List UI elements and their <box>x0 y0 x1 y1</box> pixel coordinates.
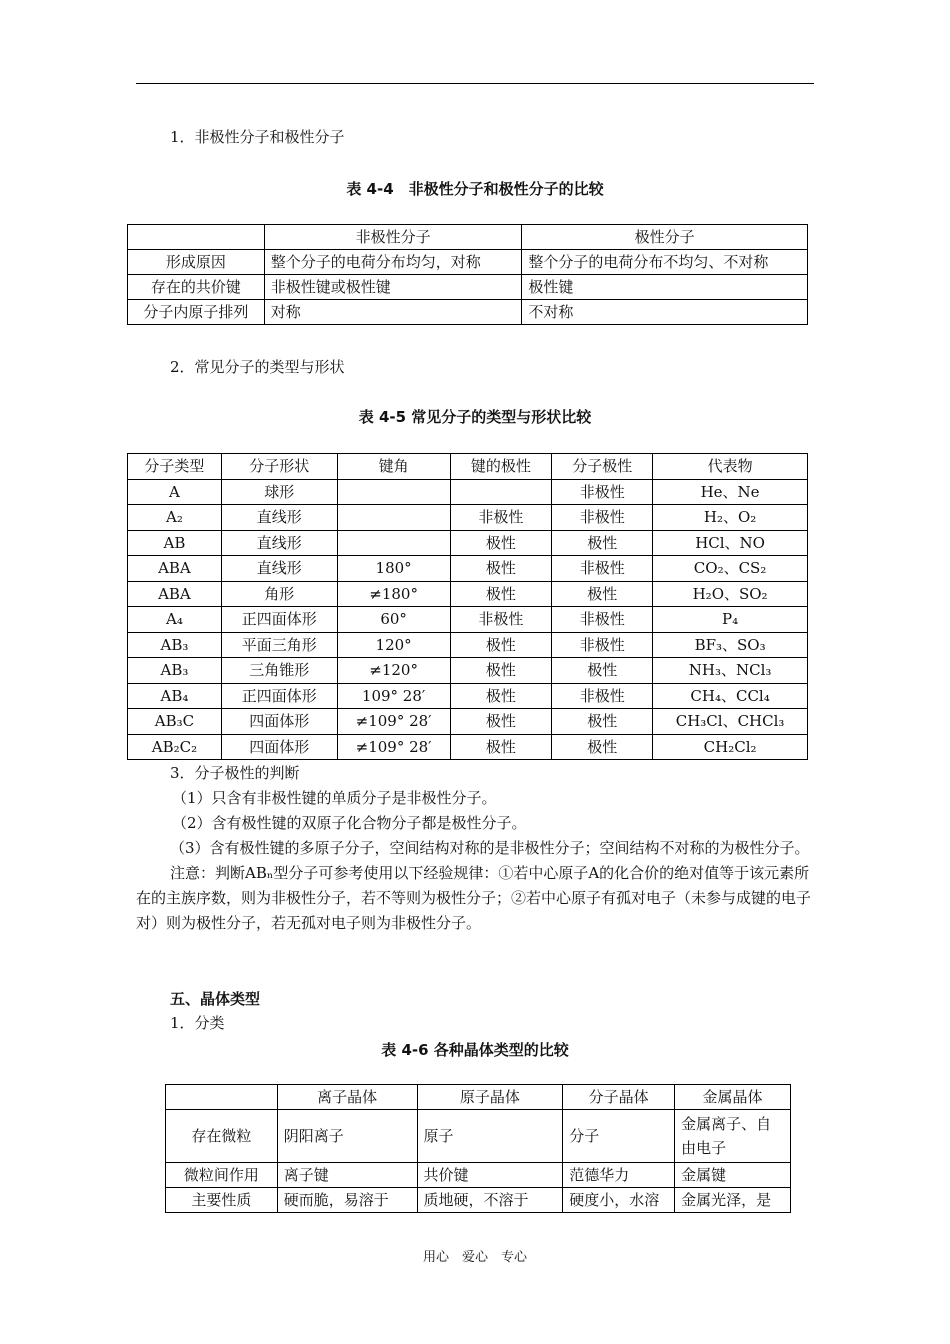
table-row: AB 直线形 极性 极性 HCl、NO <box>128 530 808 556</box>
rule-2: （2）含有极性键的双原子化合物分子都是极性分子。 <box>172 814 527 832</box>
table-row: AB₃C 四面体形 ≠109° 28′ 极性 极性 CH₃Cl、CHCl₃ <box>128 709 808 735</box>
table-row: A 球形 非极性 He、Ne <box>128 479 808 505</box>
section-3-text <box>136 761 816 936</box>
table-row: 分子内原子排列 对称 不对称 <box>128 300 808 325</box>
table-row: 存在微粒 阴阳离子 原子 分子 金属离子、自由电子 <box>166 1110 791 1163</box>
rule-3: （3）含有极性键的多原子分子，空间结构对称的是非极性分子；空间结构不对称的为极性分子。 <box>170 839 810 857</box>
section-heading-2: 2．常见分子的类型与形状 <box>170 358 345 376</box>
table-row: AB₃ 三角锥形 ≠120° 极性 极性 NH₃、NCl₃ <box>128 658 808 684</box>
table-row: 微粒间作用 离子键 共价键 范德华力 金属键 <box>166 1163 791 1188</box>
subsection-heading: 1．分类 <box>170 1014 225 1032</box>
table-header-row: 分子类型 分子形状 键角 键的极性 分子极性 代表物 <box>128 454 808 480</box>
table-row: ABA 直线形 180° 极性 非极性 CO₂、CS₂ <box>128 556 808 582</box>
table-row: 形成原因 整个分子的电荷分布均匀，对称 整个分子的电荷分布不均匀、不对称 <box>128 250 808 275</box>
section-heading-1: 1．非极性分子和极性分子 <box>170 128 345 146</box>
table-header-row: 非极性分子 极性分子 <box>128 225 808 250</box>
table-4-6-caption: 表 4-6 各种晶体类型的比较 <box>381 1041 569 1059</box>
section-heading-5: 五、晶体类型 <box>170 990 261 1008</box>
table-row: ABA 角形 ≠180° 极性 极性 H₂O、SO₂ <box>128 581 808 607</box>
table-row: AB₂C₂ 四面体形 ≠109° 28′ 极性 极性 CH₂Cl₂ <box>128 734 808 760</box>
header-rule <box>136 83 814 84</box>
table-4-5 <box>127 453 808 760</box>
table-row: 存在的共价键 非极性键或极性键 极性键 <box>128 275 808 300</box>
table-row: AB₄ 正四面体形 109° 28′ 极性 非极性 CH₄、CCl₄ <box>128 683 808 709</box>
page-footer: 用心 爱心 专心 <box>422 1250 527 1265</box>
table-4-6 <box>165 1084 791 1213</box>
note: 注意：判断ABₙ型分子可参考使用以下经验规律：①若中心原子A的化合价的绝对值等于该元素所在的主族序数，则为非极性分子，若不等则为极性分子；②若中心原子有孤对电子（未参与成键的电子对）则为极性分子，若无孤对电子则为非极性分子。 <box>136 864 812 932</box>
table-row: 主要性质 硬而脆，易溶于 质地硬，不溶于 硬度小，水溶 金属光泽，是 <box>166 1188 791 1213</box>
section-heading-3: 3．分子极性的判断 <box>170 764 300 782</box>
table-header-row: 离子晶体 原子晶体 分子晶体 金属晶体 <box>166 1085 791 1110</box>
table-4-4 <box>127 224 808 325</box>
table-row: AB₃ 平面三角形 120° 极性 非极性 BF₃、SO₃ <box>128 632 808 658</box>
table-row: A₂ 直线形 非极性 非极性 H₂、O₂ <box>128 505 808 531</box>
table-4-4-caption: 表 4-4 非极性分子和极性分子的比较 <box>346 180 604 198</box>
table-4-5-caption: 表 4-5 常见分子的类型与形状比较 <box>358 408 592 426</box>
rule-1: （1）只含有非极性键的单质分子是非极性分子。 <box>172 789 497 807</box>
table-row: A₄ 正四面体形 60° 非极性 非极性 P₄ <box>128 607 808 633</box>
